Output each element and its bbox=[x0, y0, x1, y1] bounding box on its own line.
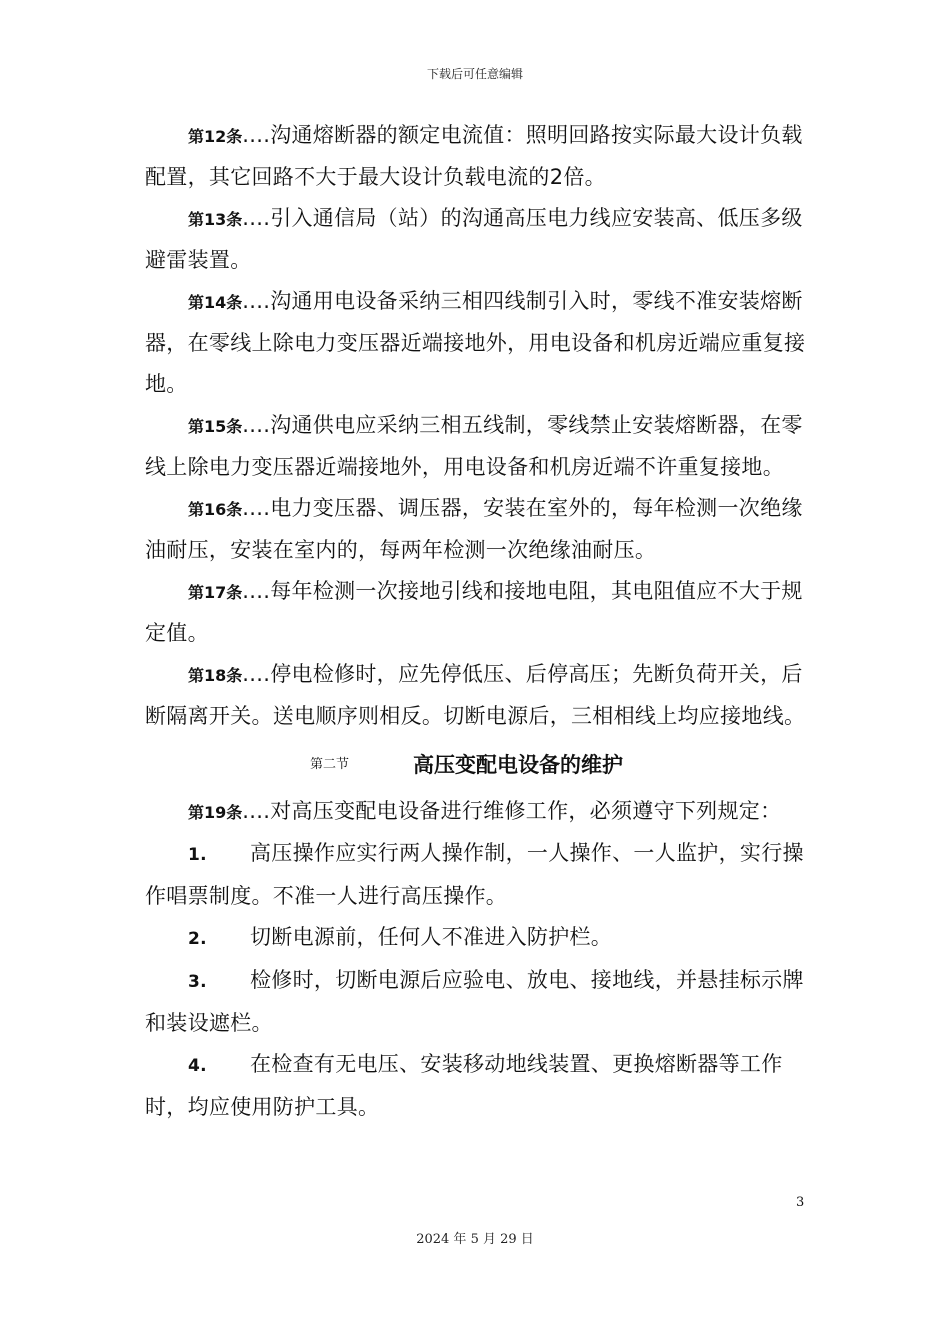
article-text: 沟通供电应采纳三相五线制，零线禁止安装熔断器，在零线上除电力变压器近端接地外，用电设备和机房近端不许重复接地。 bbox=[145, 413, 803, 479]
list-item-1 bbox=[145, 833, 813, 917]
article-text: 对高压变配电设备进行维修工作，必须遵守下列规定： bbox=[270, 799, 782, 823]
list-item-text: 高压操作应实行两人操作制，一人操作、一人监护，实行操作唱票制度。不准一人进行高压操作。 bbox=[145, 841, 804, 908]
list-item-number: 2. bbox=[188, 929, 207, 949]
article-text: 电力变压器、调压器，安装在室外的，每年检测一次绝缘油耐压，安装在室内的，每两年检测一次绝缘油耐压。 bbox=[145, 496, 803, 562]
page-footer-date: 2024 年 5 月 29 日 bbox=[416, 1232, 534, 1247]
section-number: 第二节 bbox=[310, 757, 350, 772]
article-text: 沟通用电设备采纳三相四线制引入时，零线不准安装熔断器，在零线上除电力变压器近端接地外，用电设备和机房近端应重复接地。 bbox=[145, 289, 806, 396]
article-dots: .... bbox=[242, 799, 271, 823]
article-dots: .... bbox=[242, 206, 271, 230]
article-text: 每年检测一次接地引线和接地电阻，其电阻值应不大于规定值。 bbox=[145, 579, 803, 645]
article-text: 沟通熔断器的额定电流值：照明回路按实际最大设计负载配置，其它回路不大于最大设计负载电流的2倍。 bbox=[145, 123, 803, 189]
list-item-number: 1. bbox=[188, 845, 207, 865]
article-text: 引入通信局（站）的沟通高压电力线应安装高、低压多级避雷装置。 bbox=[145, 206, 803, 272]
article-16 bbox=[145, 488, 813, 571]
article-dots: .... bbox=[242, 289, 271, 313]
article-13 bbox=[145, 198, 813, 281]
list-item-text: 切断电源前，任何人不准进入防护栏。 bbox=[250, 925, 613, 949]
article-label: 第12条 bbox=[188, 127, 243, 146]
list-item-4 bbox=[145, 1044, 813, 1128]
article-12 bbox=[145, 115, 813, 198]
article-label: 第19条 bbox=[188, 803, 243, 822]
list-item-number: 4. bbox=[188, 1056, 207, 1076]
article-label: 第16条 bbox=[188, 500, 243, 519]
section-heading bbox=[145, 745, 813, 785]
article-14 bbox=[145, 281, 813, 405]
article-17 bbox=[145, 571, 813, 654]
article-label: 第17条 bbox=[188, 583, 243, 602]
page-header: 下载后可任意编辑 bbox=[426, 67, 523, 81]
article-dots: .... bbox=[242, 413, 271, 437]
article-19 bbox=[145, 791, 813, 833]
article-18 bbox=[145, 654, 813, 737]
article-label: 第13条 bbox=[188, 210, 243, 229]
article-dots: .... bbox=[242, 123, 271, 147]
article-text: 停电检修时，应先停低压、后停高压；先断负荷开关，后断隔离开关。送电顺序则相反。切断电源后，三相相线上均应接地线。 bbox=[145, 662, 806, 728]
article-dots: .... bbox=[242, 496, 271, 520]
article-label: 第14条 bbox=[188, 293, 243, 312]
article-label: 第18条 bbox=[188, 666, 243, 685]
document-body bbox=[145, 115, 813, 1128]
article-dots: .... bbox=[242, 579, 271, 603]
list-item-3 bbox=[145, 960, 813, 1044]
list-item-text: 在检查有无电压、安装移动地线装置、更换熔断器等工作时，均应使用防护工具。 bbox=[145, 1052, 783, 1119]
article-15 bbox=[145, 405, 813, 488]
article-dots: .... bbox=[242, 662, 271, 686]
list-item-text: 检修时，切断电源后应验电、放电、接地线，并悬挂标示牌和装设遮栏。 bbox=[145, 968, 804, 1035]
list-item-2 bbox=[145, 917, 813, 960]
page-number: 3 bbox=[796, 1195, 805, 1210]
list-item-number: 3. bbox=[188, 972, 207, 992]
section-title: 高压变配电设备的维护 bbox=[413, 753, 623, 777]
article-label: 第15条 bbox=[188, 417, 243, 436]
